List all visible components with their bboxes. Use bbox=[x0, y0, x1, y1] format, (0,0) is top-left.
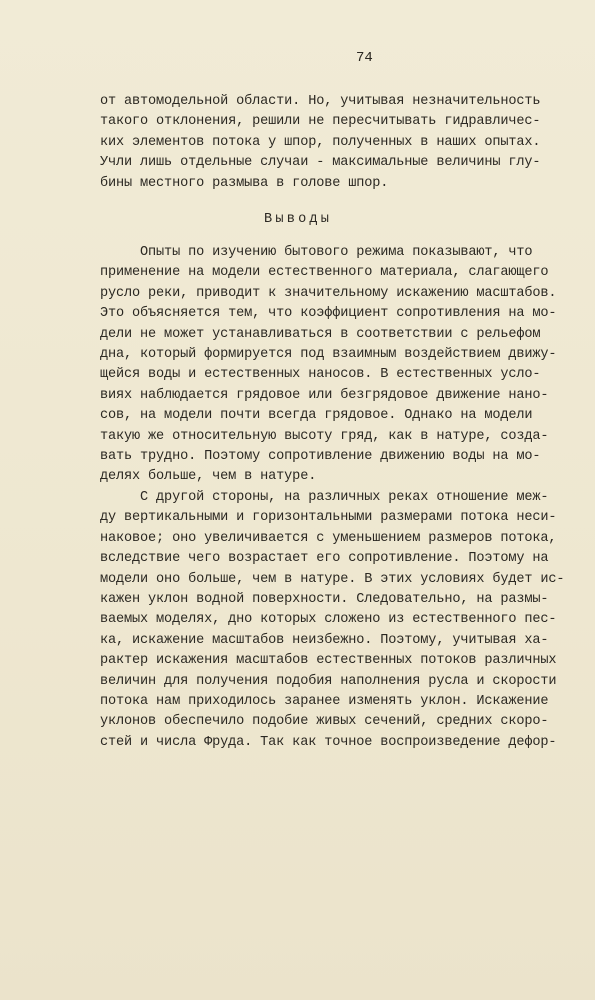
text-line: виях наблюдается грядовое или безгрядовое движение нано- bbox=[100, 387, 549, 403]
text-line: такую же относительную высоту гряд, как в натуре, созда- bbox=[100, 428, 549, 444]
text-line: кажен уклон водной поверхности. Следовательно, на размы- bbox=[100, 591, 549, 607]
text-line: сов, на модели почти всегда грядовое. Однако на модели bbox=[100, 408, 533, 424]
intro-paragraph bbox=[100, 92, 540, 194]
text-line: наковое; оно увеличивается с уменьшением размеров потока, bbox=[100, 530, 557, 546]
text-line: Опыты по изучению бытового режима показывают, что bbox=[100, 245, 533, 260]
text-line: ка, искажение масштабов неизбежно. Поэтому, учитывая ха- bbox=[100, 632, 549, 648]
text-line: стей и числа Фруда. Так как точное воспроизведение дефор- bbox=[100, 734, 557, 750]
paragraph-1 bbox=[100, 243, 556, 488]
section-heading: Выводы bbox=[264, 212, 333, 227]
text-line: ду вертикальными и горизонтальными размерами потока неси- bbox=[100, 510, 557, 526]
text-line: ких элементов потока у шпор, полученных в наших опытах. bbox=[100, 134, 541, 150]
text-line: величин для получения подобия наполнения русла и скорости bbox=[100, 673, 557, 689]
text-line: вследствие чего возрастает его сопротивление. Поэтому на bbox=[100, 551, 549, 567]
text-line: Это объясняется тем, что коэффициент сопротивления на мо- bbox=[100, 306, 557, 322]
text-line: С другой стороны, на различных реках отношение меж- bbox=[100, 490, 549, 505]
text-line: такого отклонения, решили не пересчитывать гидравличес- bbox=[100, 114, 541, 130]
page-number: 74 bbox=[356, 50, 373, 66]
text-line: потока нам приходилось заранее изменять уклон. Искажение bbox=[100, 693, 549, 709]
paragraph-2 bbox=[100, 488, 564, 753]
text-line: дна, который формируется под взаимным воздействием движу- bbox=[100, 346, 557, 362]
text-line: бины местного размыва в голове шпор. bbox=[100, 175, 389, 191]
text-line: Учли лишь отдельные случаи - максимальные величины глу- bbox=[100, 155, 541, 171]
text-line: ваемых моделях, дно которых сложено из естественного пес- bbox=[100, 612, 557, 628]
text-line: вать трудно. Поэтому сопротивление движению воды на мо- bbox=[100, 448, 541, 464]
text-line: щейся воды и естественных наносов. В естественных усло- bbox=[100, 367, 541, 383]
text-line: рактер искажения масштабов естественных потоков различных bbox=[100, 653, 557, 669]
text-line: делях больше, чем в натуре. bbox=[100, 469, 317, 485]
text-line: от автомодельной области. Но, учитывая незначительность bbox=[100, 94, 541, 109]
text-line: применение на модели естественного материала, слагающего bbox=[100, 265, 549, 281]
text-line: модели оно больше, чем в натуре. В этих условиях будет ис- bbox=[100, 571, 565, 587]
text-line: русло реки, приводит к значительному искажению масштабов. bbox=[100, 285, 557, 301]
text-line: дели не может устанавливаться в соответствии с рельефом bbox=[100, 326, 541, 342]
text-line: уклонов обеспечило подобие живых сечений, средних скоро- bbox=[100, 714, 549, 730]
